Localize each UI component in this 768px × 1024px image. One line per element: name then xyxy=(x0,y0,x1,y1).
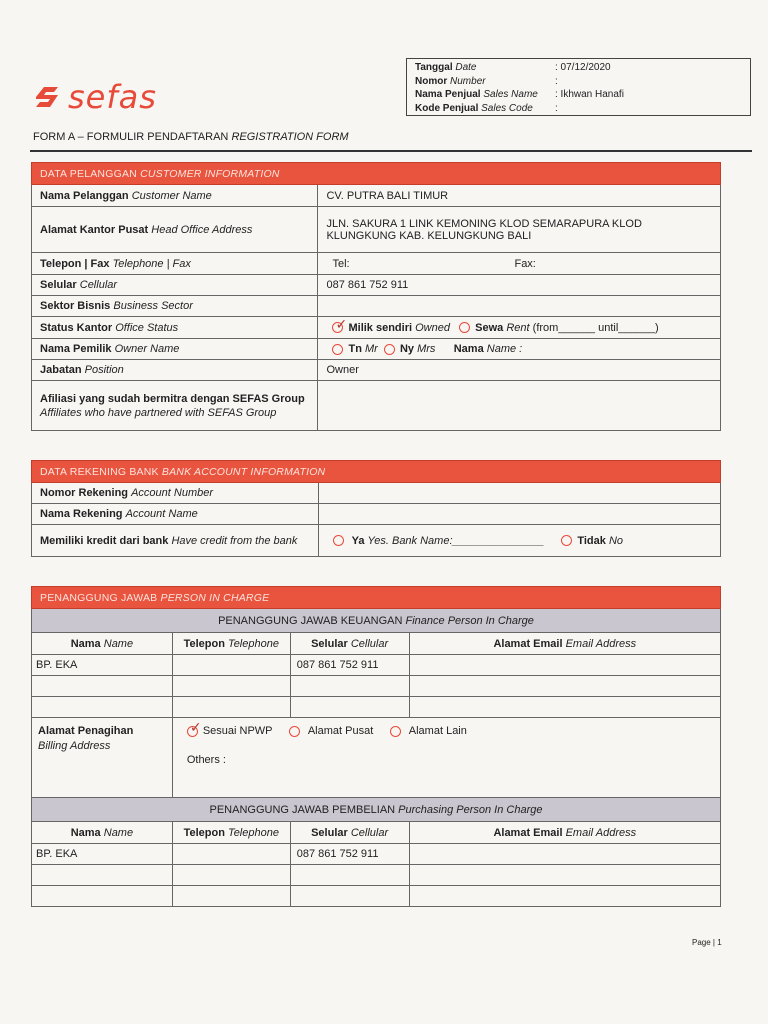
account-number-field[interactable] xyxy=(318,483,720,504)
bank-credit-label: Memiliki kredit dari bank Have credit from the bank xyxy=(32,525,319,557)
check-mark-icon: ✓ xyxy=(189,718,202,735)
customer-name-label: Nama Pelanggan Customer Name xyxy=(32,185,318,207)
purchasing-name-cell[interactable]: BP. EKA xyxy=(32,844,173,865)
info-row-date: Tanggal Date : 07/12/2020 xyxy=(415,61,742,75)
npwp-radio[interactable] xyxy=(187,718,202,737)
empty-cell[interactable] xyxy=(32,865,173,886)
position-field[interactable]: Owner xyxy=(318,360,721,381)
purchasing-cell-cell[interactable]: 087 861 752 911 xyxy=(290,844,409,865)
credit-no-radio[interactable] xyxy=(561,535,572,546)
empty-cell[interactable] xyxy=(409,676,720,697)
office-status-field: ✓ Milik sendiri Owned Sewa Rent (from______ until______) xyxy=(318,317,721,339)
bank-credit-field: Ya Yes. Bank Name:_______________ Tidak No xyxy=(318,525,720,557)
check-mark-icon: ✓ xyxy=(335,316,348,333)
cellular-label: Selular Cellular xyxy=(32,275,318,296)
col-phone-header: Telepon Telephone xyxy=(172,633,290,655)
col-cell-header: Selular Cellular xyxy=(290,633,409,655)
form-title: FORM A – FORMULIR PENDAFTARAN REGISTRATION FORM xyxy=(33,131,349,143)
bank-section-header: DATA REKENING BANK BANK ACCOUNT INFORMATION xyxy=(32,461,721,483)
owned-radio[interactable] xyxy=(332,316,348,333)
table-row xyxy=(32,865,721,886)
cellular-field[interactable]: 087 861 752 911 xyxy=(318,275,721,296)
others-field[interactable]: Others : xyxy=(186,754,226,766)
col-name-header: Nama Name xyxy=(32,633,173,655)
sefas-logo-icon xyxy=(32,84,62,110)
empty-cell[interactable] xyxy=(409,697,720,718)
empty-cell[interactable] xyxy=(32,676,173,697)
person-in-charge-table xyxy=(31,586,721,907)
empty-cell[interactable] xyxy=(290,886,409,907)
other-address-radio[interactable] xyxy=(390,726,401,737)
col-email-header: Alamat Email Email Address xyxy=(409,822,720,844)
empty-cell[interactable] xyxy=(290,676,409,697)
empty-cell[interactable] xyxy=(172,676,290,697)
affiliates-field[interactable] xyxy=(318,381,721,431)
owner-name-label: Nama Pemilik Owner Name xyxy=(32,339,318,360)
empty-cell[interactable] xyxy=(32,697,173,718)
owner-name-field: Tn Mr Ny Mrs Nama Name : xyxy=(318,339,721,360)
head-office-label: Alamat Kantor Pusat Head Office Address xyxy=(32,207,318,253)
empty-cell[interactable] xyxy=(32,886,173,907)
account-name-label: Nama Rekening Account Name xyxy=(32,504,319,525)
customer-section-header: DATA PELANGGAN CUSTOMER INFORMATION xyxy=(32,163,721,185)
billing-address-field: ✓ Sesuai NPWP Alamat Pusat Alamat Lain Others : xyxy=(172,718,720,798)
customer-name-field[interactable]: CV. PUTRA BALI TIMUR xyxy=(318,185,721,207)
title-divider xyxy=(30,150,752,152)
bank-info-table xyxy=(31,460,721,557)
col-email-header: Alamat Email Email Address xyxy=(409,633,720,655)
pic-section-header: PENANGGUNG JAWAB PERSON IN CHARGE xyxy=(32,587,721,609)
empty-cell[interactable] xyxy=(290,697,409,718)
col-cell-header: Selular Cellular xyxy=(290,822,409,844)
number-value[interactable]: : xyxy=(555,75,558,87)
account-number-label: Nomor Rekening Account Number xyxy=(32,483,319,504)
page-number: Page | 1 xyxy=(692,938,722,947)
purchasing-pic-header: PENANGGUNG JAWAB PEMBELIAN Purchasing Person In Charge xyxy=(32,798,721,822)
empty-cell[interactable] xyxy=(409,865,720,886)
rent-radio[interactable] xyxy=(459,322,470,333)
sefas-logo xyxy=(32,78,157,116)
purchasing-phone-cell[interactable] xyxy=(172,844,290,865)
sales-name-value[interactable]: : Ikhwan Hanafi xyxy=(555,89,624,101)
purchasing-email-cell[interactable] xyxy=(409,844,720,865)
account-name-field[interactable] xyxy=(318,504,720,525)
head-office-field[interactable]: JLN. SAKURA 1 LINK KEMONING KLOD SEMARAPURA KLOD KLUNGKUNG KAB. KELUNGKUNG BALI xyxy=(318,207,721,253)
finance-pic-header: PENANGGUNG JAWAB KEUANGAN Finance Person In Charge xyxy=(32,609,721,633)
table-row xyxy=(32,844,721,865)
phone-fax-label: Telepon | Fax Telephone | Fax xyxy=(32,253,318,275)
info-row-sales-name: Nama Penjual Sales Name : Ikhwan Hanafi xyxy=(415,88,742,102)
table-row xyxy=(32,676,721,697)
finance-cell-cell[interactable]: 087 861 752 911 xyxy=(290,655,409,676)
position-label: Jabatan Position xyxy=(32,360,318,381)
date-value[interactable]: : 07/12/2020 xyxy=(555,62,611,74)
billing-address-label: Alamat Penagihan Billing Address xyxy=(32,718,173,798)
credit-yes-radio[interactable] xyxy=(333,535,344,546)
phone-fax-field[interactable]: Tel: Fax: xyxy=(318,253,721,275)
finance-name-cell[interactable]: BP. EKA xyxy=(32,655,173,676)
table-row xyxy=(32,886,721,907)
head-office-radio[interactable] xyxy=(289,726,300,737)
header-info-box xyxy=(406,58,751,116)
empty-cell[interactable] xyxy=(409,886,720,907)
customer-info-table xyxy=(31,162,721,431)
empty-cell[interactable] xyxy=(290,865,409,886)
finance-phone-cell[interactable] xyxy=(172,655,290,676)
mrs-radio[interactable] xyxy=(384,344,395,355)
affiliates-label: Afiliasi yang sudah bermitra dengan SEFAS Group Affiliates who have partnered with SEFAS Group xyxy=(32,381,318,431)
logo-text: sefas xyxy=(68,78,157,116)
business-sector-label: Sektor Bisnis Business Sector xyxy=(32,296,318,317)
mr-radio[interactable] xyxy=(332,344,343,355)
table-row xyxy=(32,697,721,718)
col-phone-header: Telepon Telephone xyxy=(172,822,290,844)
info-row-number: Nomor Number : xyxy=(415,75,742,89)
finance-email-cell[interactable] xyxy=(409,655,720,676)
empty-cell[interactable] xyxy=(172,886,290,907)
empty-cell[interactable] xyxy=(172,865,290,886)
info-row-sales-code: Kode Penjual Sales Code : xyxy=(415,102,742,116)
table-row xyxy=(32,655,721,676)
col-name-header: Nama Name xyxy=(32,822,173,844)
business-sector-field[interactable] xyxy=(318,296,721,317)
empty-cell[interactable] xyxy=(172,697,290,718)
office-status-label: Status Kantor Office Status xyxy=(32,317,318,339)
sales-code-value[interactable]: : xyxy=(555,102,558,114)
